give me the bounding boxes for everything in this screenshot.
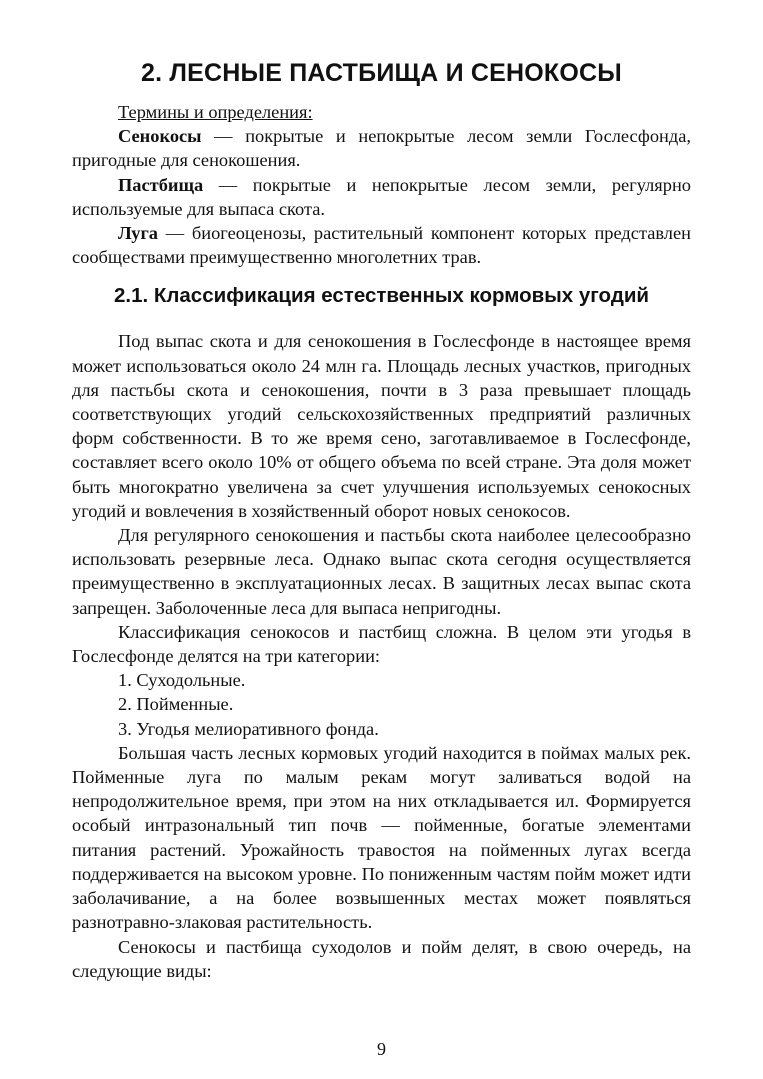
definition-term: Пастбища	[118, 174, 204, 195]
list-item: 2. Пойменные.	[118, 694, 234, 715]
terms-heading-text: Термины и определения:	[118, 102, 313, 122]
definition-pastbishcha	[72, 173, 691, 221]
list-item: 1. Суходольные.	[118, 670, 246, 691]
definition-senokosy	[72, 124, 691, 172]
section-title: 2.1. Классификация естественных кормовых угодий	[113, 284, 650, 308]
definition-luga	[72, 221, 691, 269]
paragraph: Под выпас скота и для сенокошения в Гослесфонде в настоящее время может использоваться около 24 млн га. Площадь лесных участков, пригодных для пастьбы скота и сенокошения, почти в 3 раза превышает площадь соответствующих угодий сельскохозяйственных предприятий различных форм собственности. В то же время сено, заготавливаемое в Гослесфонде, составляет всего около 10% от общего объема по всей стране. Эта доля может быть многократно увеличена за счет улучшения используемых сенокосных угодий и вовлечения в хозяйственный оборот новых сенокосов.	[72, 331, 691, 521]
definition-term: Луга	[118, 223, 158, 244]
list-item: 3. Угодья мелиоративного фонда.	[118, 718, 379, 739]
paragraph: Сенокосы и пастбища суходолов и пойм делят, в свою очередь, на следующие виды:	[72, 936, 691, 981]
paragraph: Для регулярного сенокошения и пастьбы скота наиболее целесообразно использовать резервные леса. Однако выпас скота сегодня осуществляется преимущественно в эксплуатационных лесах. В защитных лесах выпас скота запрещен. Заболоченные леса для выпаса непригодны.	[72, 525, 691, 618]
chapter-title: 2. ЛЕСНЫЕ ПАСТБИЩА И СЕНОКОСЫ	[141, 59, 622, 87]
terms-heading	[72, 100, 691, 124]
page-body	[72, 58, 691, 983]
definition-term: Сенокосы	[118, 126, 202, 147]
definition-text: — покрытые и непокрытые лесом земли, регулярно используемые для выпаса скота.	[72, 174, 691, 219]
definition-text: — покрытые и непокрытые лесом земли Гослесфонда, пригодные для сенокошения.	[72, 126, 691, 171]
paragraph: Большая часть лесных кормовых угодий находится в поймах малых рек. Пойменные луга по малым рекам могут заливаться водой на непродолжительное время, при этом на них откладывается ил. Формируется особый интразональный тип почв — пойменные, богатые элементами питания растений. Урожайность травостоя на пойменных лугах всегда поддерживается на высоком уровне. По пониженным частям пойм может идти заболачивание, а на более возвышенных местах может появляться разнотравно-злаковая растительность.	[72, 742, 691, 933]
page-number: 9	[377, 1039, 386, 1059]
paragraph: Классификация сенокосов и пастбищ сложна. В целом эти угодья в Гослесфонде делятся на три категории:	[72, 621, 691, 667]
definition-text: — биогеоценозы, растительный компонент которых представлен сообществами преимущественно многолетних трав.	[72, 223, 691, 268]
